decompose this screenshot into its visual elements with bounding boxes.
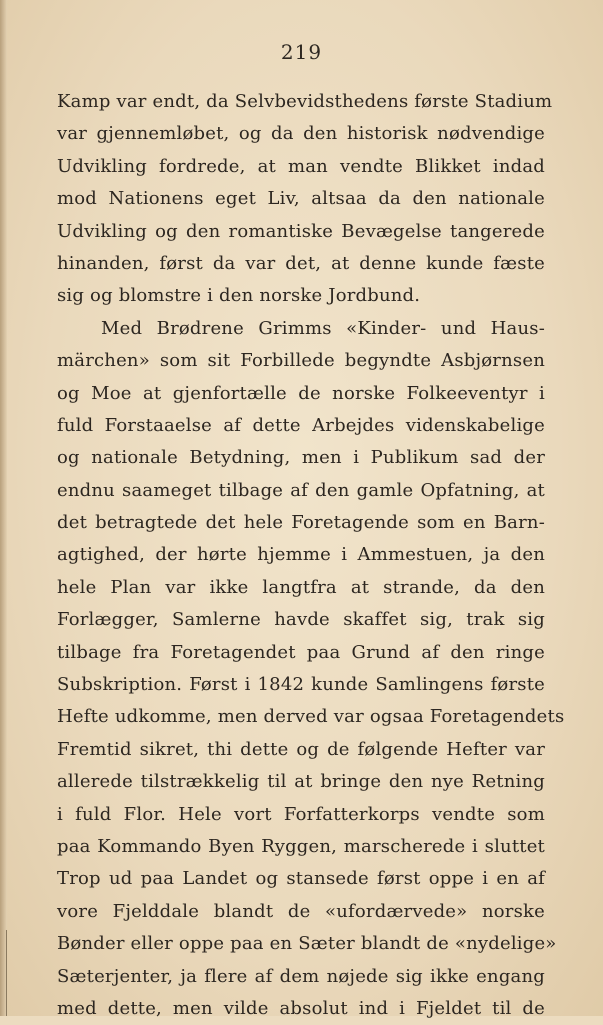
- text-line: Med Brødrene Grimms «Kinder- und Haus-: [101, 317, 545, 339]
- text-line: og nationale Betydning, men i Publikum sad der: [57, 447, 545, 469]
- text-line: tilbage fra Foretagendet paa Grund af den ringe: [57, 641, 545, 663]
- text-line: Udvikling fordrede, at man vendte Blikket indad: [57, 155, 545, 177]
- text-line: i fuld Flor. Hele vort Forfatterkorps vendte som: [57, 803, 545, 825]
- text-line: märchen» som sit Forbillede begyndte Asbjørnsen: [57, 350, 545, 372]
- text-line: Kamp var endt, da Selvbevidsthedens første Stadium: [57, 91, 553, 112]
- text-line: hinanden, først da var det, at denne kunde fæste: [57, 252, 545, 274]
- text-line: Udvikling og den romantiske Bevægelse tangerede: [57, 220, 545, 242]
- text-line: Bønder eller oppe paa en Sæter blandt de «nydelige»: [57, 933, 557, 955]
- text-line: var gjennemløbet, og da den historisk nødvendige: [57, 123, 545, 145]
- text-line: allerede tilstrækkelig til at bringe den nye Retning: [57, 771, 545, 793]
- text-line: og Moe at gjenfortælle de norske Folkeeventyr i: [57, 382, 545, 404]
- text-line: Forlægger, Samlerne havde skaffet sig, trak sig: [57, 609, 545, 631]
- body-text: [57, 86, 565, 1025]
- text-line: sig og blomstre i den norske Jordbund.: [57, 285, 421, 307]
- page-edge-mark: [6, 930, 7, 1016]
- text-line: med dette, men vilde absolut ind i Fjeldet til de: [57, 997, 545, 1019]
- text-line: Hefte udkomme, men derved var ogsaa Foretagendets: [57, 706, 565, 728]
- text-line: hele Plan var ikke langtfra at strande, da den: [57, 576, 545, 598]
- text-line: Sæterjenter, ja flere af dem nøjede sig ikke engang: [57, 965, 545, 987]
- text-line: paa Kommando Byen Ryggen, marscherede i sluttet: [57, 835, 545, 857]
- text-line: Subskription. Først i 1842 kunde Samlingens første: [57, 674, 545, 696]
- text-line: Trop ud paa Landet og stansede først oppe i en af: [57, 868, 545, 890]
- text-line: det betragtede det hele Foretagende som en Barn-: [57, 512, 545, 534]
- text-line: endnu saameget tilbage af den gamle Opfatning, at: [57, 479, 545, 501]
- text-line: agtighed, der hørte hjemme i Ammestuen, ja den: [57, 544, 545, 566]
- text-line: Fremtid sikret, thi dette og de følgende Hefter var: [57, 738, 545, 760]
- page-number: 219: [280, 40, 323, 64]
- text-line: mod Nationens eget Liv, altsaa da den nationale: [57, 188, 545, 210]
- text-line: fuld Forstaaelse af dette Arbejdes videnskabelige: [57, 414, 545, 436]
- text-line: vore Fjelddale blandt de «ufordærvede» norske: [57, 900, 545, 922]
- page-binding-edge: [0, 0, 7, 1016]
